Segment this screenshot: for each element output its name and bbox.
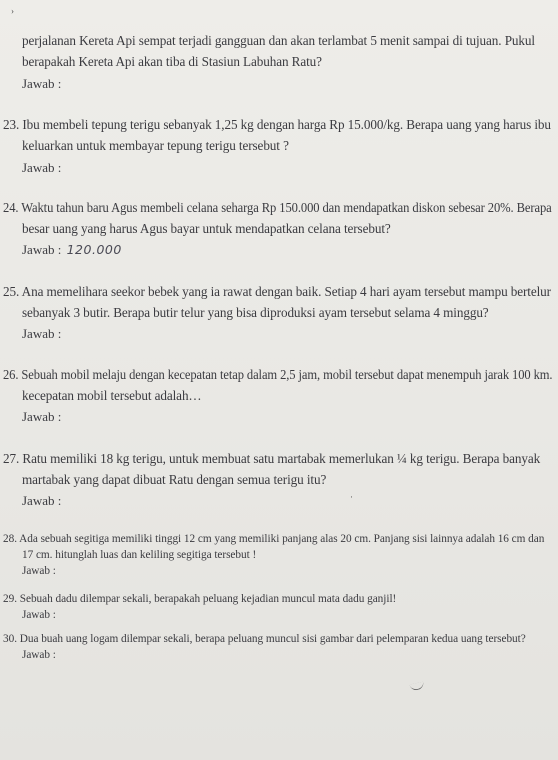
question-27-line-2: martabak yang dapat dibuat Ratu dengan semua terigu itu? (22, 472, 327, 487)
question-23-line-2: keluarkan untuk membayar tepung terigu tersebut ? (22, 138, 289, 153)
question-26-line-1: 26. Sebuah mobil melaju dengan kecepatan tetap dalam 2,5 jam, mobil tersebut dapat menempuh jarak 100 km. (3, 367, 553, 382)
question-26-answer-label: Jawab : (22, 409, 62, 424)
question-22-line-2: berapakah Kereta Api akan tiba di Stasiun Labuhan Ratu? (22, 54, 322, 69)
question-26-line-2: kecepatan mobil tersebut adalah… (22, 388, 202, 403)
question-28-line-1: 28. Ada sebuah segitiga memiliki tinggi 12 cm yang memiliki panjang alas 20 cm. Panjang sisi lainnya adalah 16 cm dan (3, 533, 545, 545)
question-28-line-2: 17 cm. hitunglah luas dan keliling segitiga tersebut ! (22, 549, 257, 561)
pencil-mark: · (350, 492, 353, 502)
question-29-answer-label: Jawab : (22, 609, 56, 621)
question-24-answer-label: Jawab : (22, 242, 62, 257)
question-28-answer-label: Jawab : (22, 565, 56, 577)
question-25-answer-label: Jawab : (22, 326, 62, 341)
question-27-answer-label: Jawab : (22, 493, 62, 508)
question-30-line-1: 30. Dua buah uang logam dilempar sekali, berapa peluang muncul sisi gambar dari pelemparan kedua uang tersebut? (3, 633, 526, 645)
question-22-answer-label: Jawab : (22, 76, 62, 91)
pen-mark: › (11, 6, 14, 16)
pen-stroke-mark (409, 682, 424, 692)
question-24-line-1: 24. Waktu tahun baru Agus membeli celana seharga Rp 150.000 dan mendapatkan diskon sebesar 20%. Berapa (3, 200, 552, 215)
question-25-line-1: 25. Ana memelihara seekor bebek yang ia rawat dengan baik. Setiap 4 hari ayam tersebut mampu bertelur (3, 284, 551, 299)
question-24-handwritten-answer: 120.000 (66, 242, 122, 257)
question-22-line-1: perjalanan Kereta Api sempat terjadi gangguan dan akan terlambat 5 menit sampai di tujuan. Pukul (22, 33, 535, 48)
question-30-answer-label: Jawab : (22, 649, 56, 661)
question-23-line-1: 23. Ibu membeli tepung terigu sebanyak 1,25 kg dengan harga Rp 15.000/kg. Berapa uang yang harus ibu (3, 117, 551, 132)
question-25-line-2: sebanyak 3 butir. Berapa butir telur yang bisa diproduksi ayam tersebut selama 4 minggu? (22, 305, 489, 320)
question-29-line-1: 29. Sebuah dadu dilempar sekali, berapakah peluang kejadian muncul mata dadu ganjil! (3, 593, 397, 605)
question-24-answer-row (22, 242, 122, 258)
question-24-line-2: besar uang yang harus Agus bayar untuk mendapatkan celana tersebut? (22, 221, 391, 236)
question-23-answer-label: Jawab : (22, 160, 62, 175)
question-27-line-1: 27. Ratu memiliki 18 kg terigu, untuk membuat satu martabak memerlukan ¼ kg terigu. Berapa banyak (3, 451, 541, 466)
